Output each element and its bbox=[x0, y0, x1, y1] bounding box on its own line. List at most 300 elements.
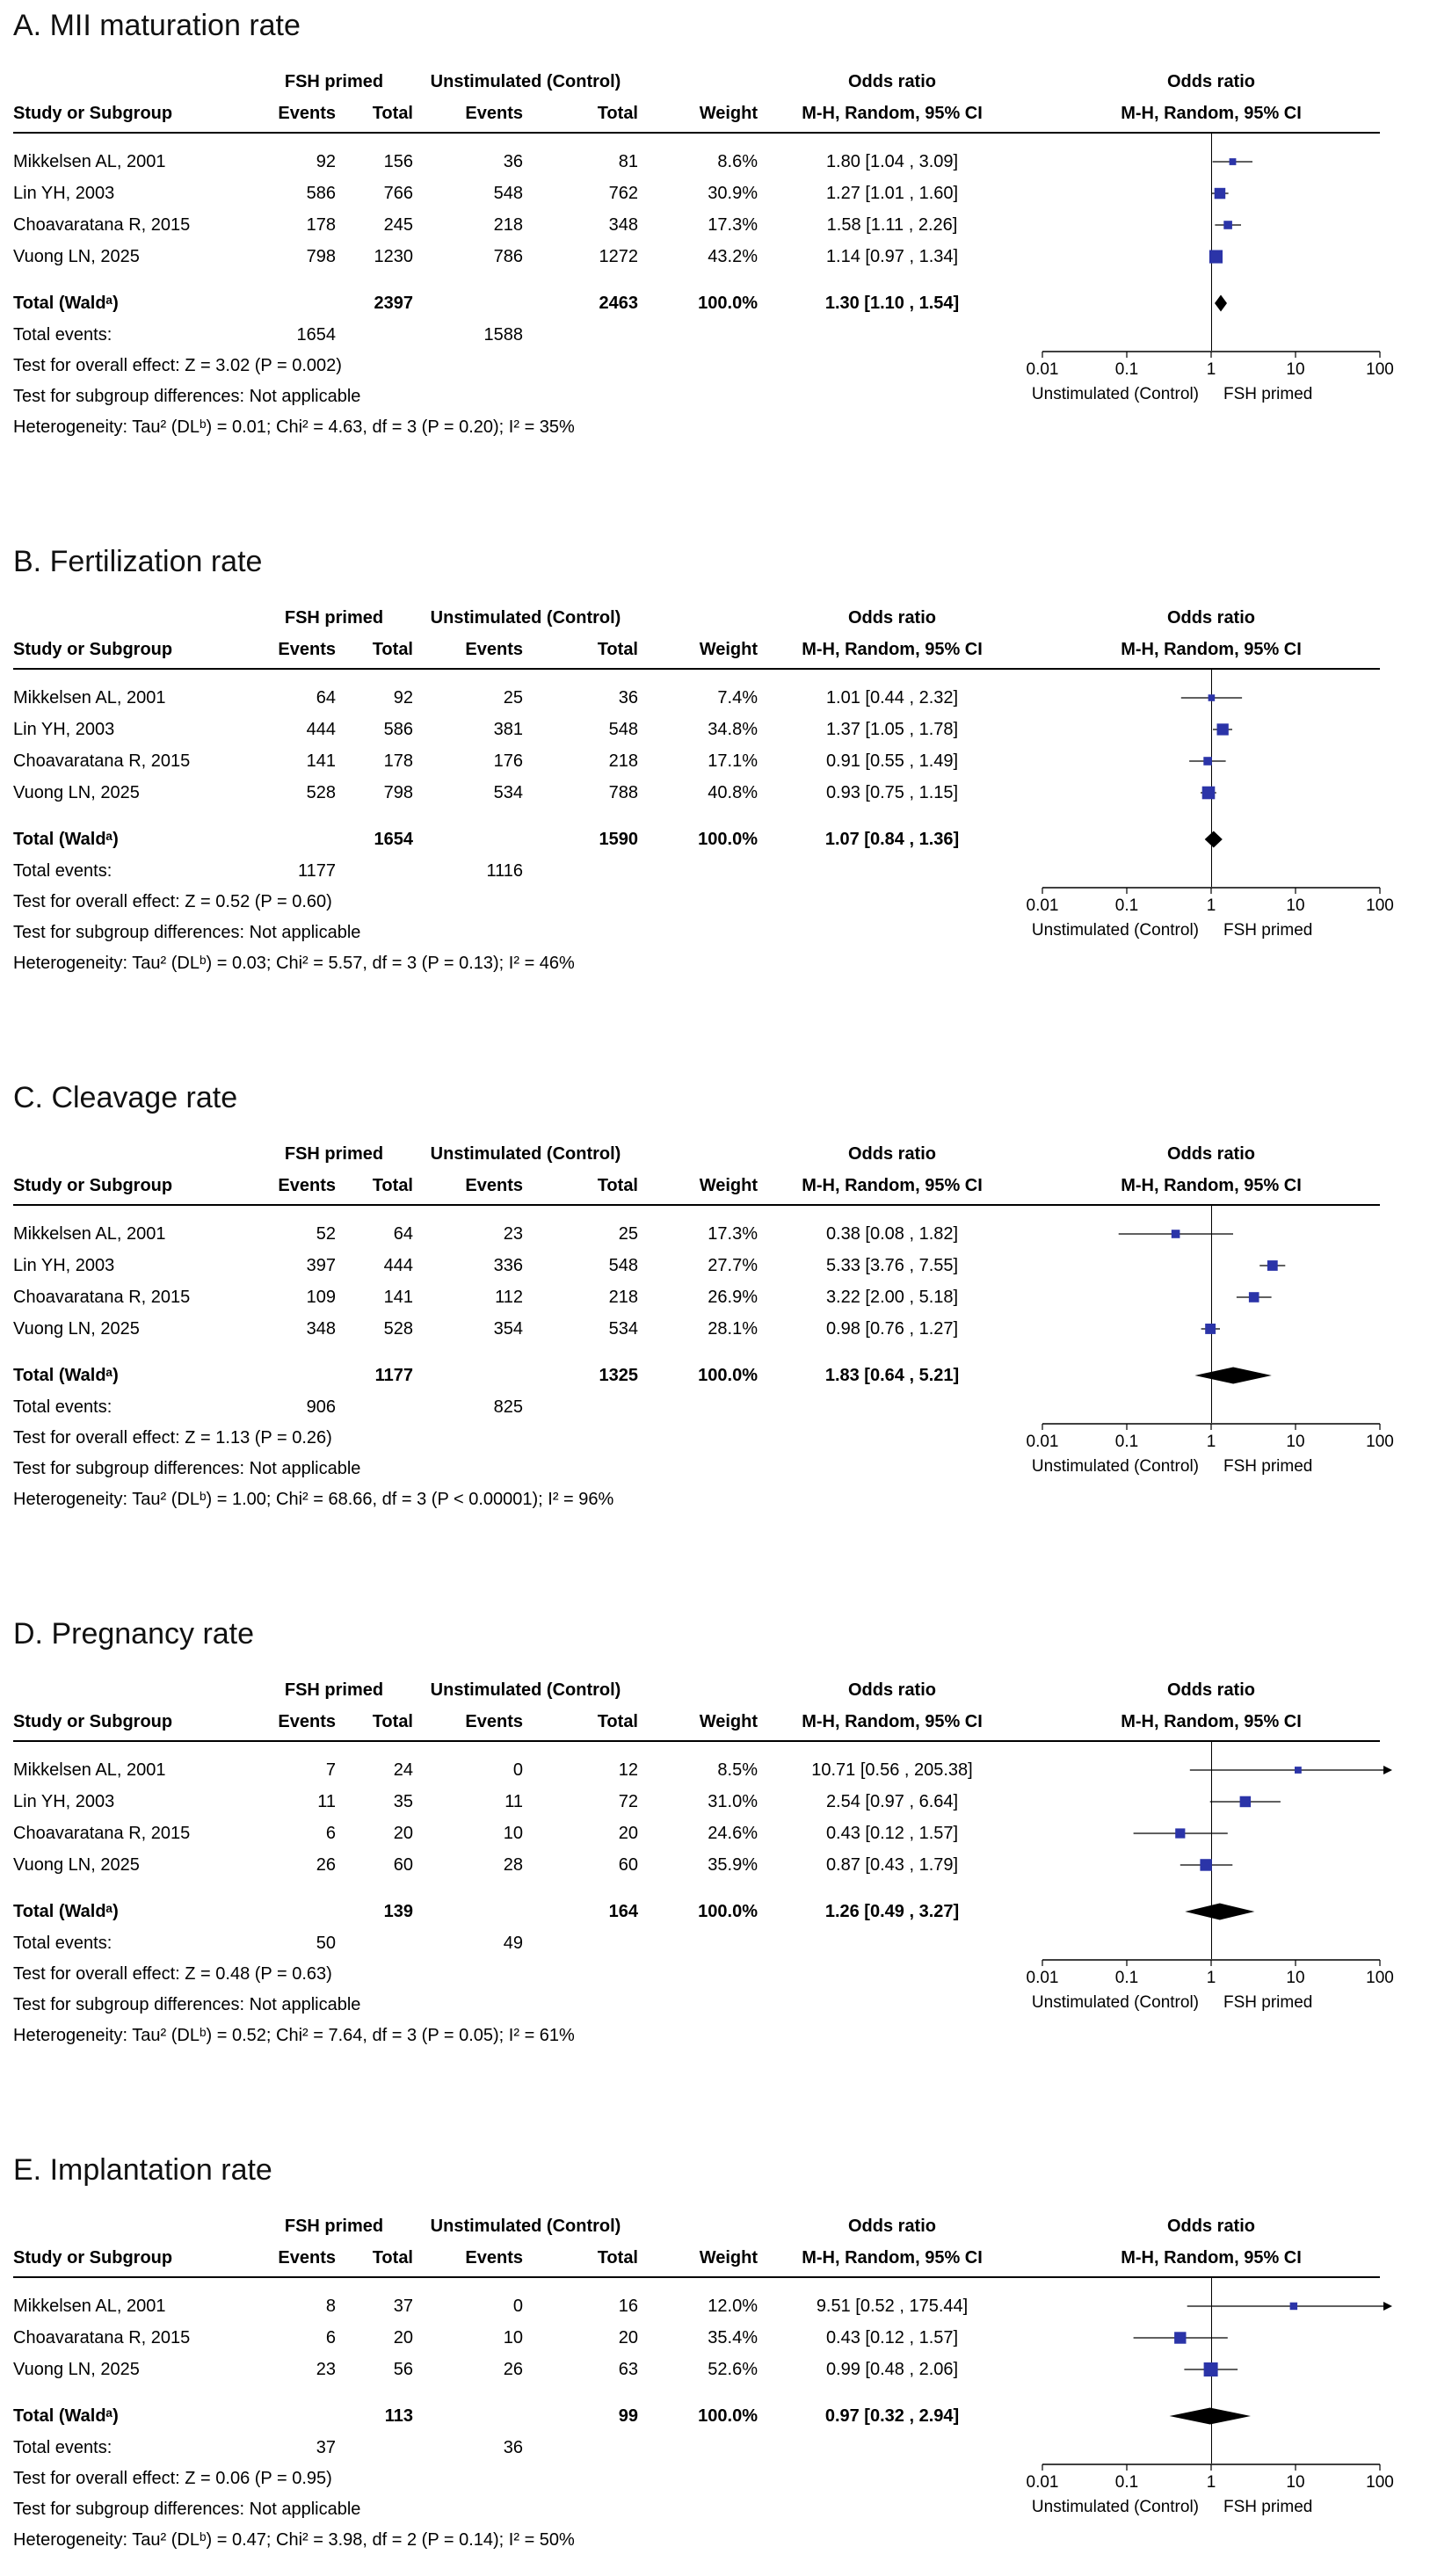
events1-value: 64 bbox=[316, 688, 336, 707]
total1-value: 766 bbox=[383, 184, 413, 203]
total-events-row bbox=[13, 1392, 1380, 1423]
weight-value: 17.1% bbox=[708, 751, 758, 771]
empty-cell bbox=[336, 2433, 413, 2464]
odds-ratio-square-marker bbox=[1240, 1796, 1252, 1808]
total-weight: 100.0% bbox=[698, 1902, 758, 1921]
study-row bbox=[13, 241, 1380, 272]
ci-arrow-right-icon bbox=[1383, 2302, 1392, 2311]
empty-cell bbox=[638, 856, 758, 887]
empty-cell bbox=[13, 1206, 1027, 1218]
total1-value: 245 bbox=[383, 215, 413, 235]
odds-ratio-ci-text: 1.01 [0.44 , 2.32] bbox=[825, 688, 959, 707]
empty-cell bbox=[13, 670, 1027, 682]
forest-plot-cell bbox=[1027, 287, 1380, 320]
pooled-effect-diamond bbox=[1194, 1368, 1271, 1384]
study-name: Mikkelsen AL, 2001 bbox=[13, 2297, 166, 2316]
study-column-header: Study or Subgroup bbox=[13, 640, 173, 659]
x-axis-tick-label: 100 bbox=[1366, 1433, 1394, 1451]
odds-ratio-column-header: Odds ratio bbox=[847, 2217, 936, 2236]
forest-plot-cell bbox=[1027, 1281, 1380, 1313]
favours-treatment-label: FSH primed bbox=[1223, 1993, 1313, 2012]
weight-value: 52.6% bbox=[708, 2360, 758, 2379]
total2-sum: 2463 bbox=[599, 294, 638, 313]
odds-ratio-square-marker bbox=[1205, 1324, 1216, 1334]
events1-value: 798 bbox=[306, 247, 336, 266]
forest-plot-cell bbox=[1027, 1392, 1380, 1423]
events1-value: 528 bbox=[306, 783, 336, 802]
subgroup-differences-text: Test for subgroup differences: Not applicable bbox=[13, 1995, 361, 2014]
forest-plot-cell bbox=[1026, 351, 1394, 381]
total2-value: 548 bbox=[608, 720, 638, 739]
events2-value: 10 bbox=[503, 1824, 523, 1843]
total1-value: 35 bbox=[393, 1792, 413, 1811]
axis-group-labels bbox=[1027, 1454, 1380, 1484]
favours-control-label: Unstimulated (Control) bbox=[1031, 1457, 1199, 1476]
forest-plot-graphic bbox=[1026, 2464, 1394, 2494]
total-events-label: Total events: bbox=[13, 861, 113, 881]
study-name: Vuong LN, 2025 bbox=[13, 247, 140, 266]
heterogeneity-text: Heterogeneity: Tau² (DLᵇ) = 0.01; Chi² = 4.63, df = 3 (P = 0.20); I² = 35% bbox=[13, 417, 575, 437]
forest-plot-graphic bbox=[1042, 777, 1380, 809]
weight-value: 30.9% bbox=[708, 184, 758, 203]
total1-value: 37 bbox=[393, 2297, 413, 2316]
spacer-row bbox=[13, 1345, 1380, 1359]
weight-header: Weight bbox=[699, 1176, 758, 1195]
total1-sum: 139 bbox=[383, 1902, 413, 1921]
forest-panel-b bbox=[13, 545, 1430, 979]
forest-plot-cell bbox=[1027, 777, 1380, 809]
weight-value: 31.0% bbox=[708, 1792, 758, 1811]
panel-title: B. Fertilization rate bbox=[13, 545, 263, 578]
events1-value: 7 bbox=[325, 1760, 336, 1780]
weight-value: 35.9% bbox=[708, 1855, 758, 1875]
control-group-header: Unstimulated (Control) bbox=[430, 2217, 621, 2236]
study-row bbox=[13, 1250, 1380, 1281]
x-axis-tick-label: 0.01 bbox=[1026, 1969, 1059, 1987]
odds-ratio-column-header: Odds ratio bbox=[847, 1680, 936, 1700]
treatment-group-header: FSH primed bbox=[284, 72, 384, 91]
events2-value: 534 bbox=[493, 783, 523, 802]
weight-value: 34.8% bbox=[708, 720, 758, 739]
forest-plot-graphic bbox=[1042, 714, 1380, 745]
study-name: Vuong LN, 2025 bbox=[13, 1855, 140, 1875]
control-group-header: Unstimulated (Control) bbox=[430, 1680, 621, 1700]
total2-value: 72 bbox=[618, 1792, 638, 1811]
treatment-group-header: FSH primed bbox=[284, 608, 384, 628]
heterogeneity-row bbox=[13, 948, 1380, 979]
forest-plot-cell bbox=[1027, 1928, 1380, 1959]
events2-value: 11 bbox=[504, 1792, 523, 1811]
total2-value: 20 bbox=[618, 2328, 638, 2347]
null-effect-line bbox=[1211, 320, 1212, 351]
weight-value: 17.3% bbox=[708, 215, 758, 235]
favours-control-label: Unstimulated (Control) bbox=[1031, 1993, 1199, 2012]
axis-group-labels bbox=[1027, 381, 1380, 412]
empty-cell bbox=[638, 1928, 758, 1959]
study-row bbox=[13, 1313, 1380, 1345]
empty-cell bbox=[413, 2399, 523, 2433]
empty-cell bbox=[638, 2433, 758, 2464]
group-header-row bbox=[13, 1138, 1380, 1170]
null-effect-line bbox=[1211, 670, 1212, 682]
study-row bbox=[13, 777, 1380, 809]
total-odds-ratio-ci-text: 1.26 [0.49 , 3.27] bbox=[824, 1902, 960, 1921]
total2-header: Total bbox=[597, 2248, 638, 2268]
forest-plot-graphic bbox=[1042, 1849, 1380, 1881]
forest-plot-cell bbox=[1027, 1218, 1380, 1250]
spacer-row bbox=[13, 2278, 1380, 2290]
odds-ratio-ci-text: 0.87 [0.43 , 1.79] bbox=[825, 1855, 959, 1875]
forest-panel-a bbox=[13, 9, 1430, 443]
empty-cell bbox=[13, 1881, 1027, 1895]
events1-value: 11 bbox=[317, 1792, 336, 1811]
total2-value: 81 bbox=[618, 152, 638, 171]
odds-ratio-ci-text: 1.58 [1.11 , 2.26] bbox=[826, 215, 958, 235]
ci-arrow-right-icon bbox=[1383, 1766, 1392, 1774]
empty-cell bbox=[255, 1359, 336, 1392]
forest-plot-cell bbox=[1027, 2322, 1380, 2354]
forest-plot-cell bbox=[1027, 2399, 1380, 2433]
total2-value: 63 bbox=[618, 2360, 638, 2379]
forest-panel-c bbox=[13, 1081, 1430, 1515]
total2-value: 762 bbox=[608, 184, 638, 203]
events2-value: 548 bbox=[493, 184, 523, 203]
method-header: M-H, Random, 95% CI bbox=[802, 1712, 983, 1731]
favours-control-label: Unstimulated (Control) bbox=[1031, 921, 1199, 940]
heterogeneity-row bbox=[13, 1484, 1380, 1515]
total-row bbox=[13, 1895, 1380, 1928]
study-name: Mikkelsen AL, 2001 bbox=[13, 688, 166, 707]
forest-plot-graphic bbox=[1026, 887, 1394, 918]
empty-cell bbox=[336, 1928, 413, 1959]
forest-plot-cell bbox=[1027, 2433, 1380, 2464]
column-header-row bbox=[13, 634, 1380, 665]
odds-ratio-square-marker bbox=[1203, 757, 1212, 766]
total-events1-value: 50 bbox=[316, 1934, 336, 1953]
total1-sum: 2397 bbox=[374, 294, 413, 313]
x-axis-tick-label: 0.1 bbox=[1114, 1969, 1139, 1987]
study-name: Choavaratana R, 2015 bbox=[13, 2328, 191, 2347]
group-header-row bbox=[13, 1674, 1380, 1706]
total-label: Total (Waldᵃ) bbox=[13, 830, 119, 849]
spacer-row bbox=[13, 809, 1380, 823]
forest-plot-cell bbox=[1027, 1206, 1380, 1218]
odds-ratio-ci-text: 1.37 [1.05 , 1.78] bbox=[825, 720, 959, 739]
empty-cell bbox=[758, 2433, 1027, 2464]
total-weight: 100.0% bbox=[698, 2406, 758, 2426]
forest-table bbox=[13, 66, 1394, 443]
empty-cell bbox=[13, 2210, 255, 2242]
plot-method-header: M-H, Random, 95% CI bbox=[1121, 104, 1302, 123]
odds-ratio-square-marker bbox=[1200, 1859, 1212, 1871]
pooled-effect-diamond bbox=[1170, 2408, 1252, 2425]
control-group-header: Unstimulated (Control) bbox=[430, 72, 621, 91]
events1-value: 109 bbox=[306, 1288, 336, 1307]
null-effect-line bbox=[1211, 2433, 1212, 2464]
total1-value: 1230 bbox=[374, 247, 413, 266]
axis-group-labels bbox=[1027, 1990, 1380, 2021]
total-odds-ratio-ci-text: 1.83 [0.64 , 5.21] bbox=[824, 1366, 960, 1385]
group-header-row bbox=[13, 602, 1380, 634]
odds-ratio-ci-text: 1.14 [0.97 , 1.34] bbox=[825, 247, 959, 266]
forest-plot-cell bbox=[1027, 682, 1380, 714]
treatment-group-header: FSH primed bbox=[284, 1680, 384, 1700]
x-axis-tick-label: 1 bbox=[1206, 1433, 1216, 1451]
study-row bbox=[13, 2322, 1380, 2354]
null-effect-line bbox=[1211, 272, 1212, 287]
forest-plot-cell bbox=[1027, 1250, 1380, 1281]
x-axis-tick-label: 10 bbox=[1286, 1969, 1305, 1987]
total-events-row bbox=[13, 856, 1380, 887]
odds-ratio-square-marker bbox=[1215, 188, 1226, 200]
total2-value: 788 bbox=[608, 783, 638, 802]
empty-cell bbox=[413, 1895, 523, 1928]
subgroup-differences-text: Test for subgroup differences: Not applicable bbox=[13, 2500, 361, 2519]
study-row bbox=[13, 1281, 1380, 1313]
x-axis-tick-label: 0.1 bbox=[1114, 360, 1139, 379]
total-events-label: Total events: bbox=[13, 1397, 113, 1417]
total2-sum: 164 bbox=[608, 1902, 638, 1921]
weight-value: 43.2% bbox=[708, 247, 758, 266]
subgroup-differences-text: Test for subgroup differences: Not applicable bbox=[13, 1459, 361, 1478]
column-header-row bbox=[13, 1170, 1380, 1201]
forest-plot-cell bbox=[1027, 1895, 1380, 1928]
forest-plot-graphic bbox=[1026, 351, 1394, 381]
subgroup-row bbox=[13, 381, 1380, 412]
plot-method-header: M-H, Random, 95% CI bbox=[1121, 1712, 1302, 1731]
total-label: Total (Waldᵃ) bbox=[13, 1366, 119, 1385]
forest-panel-d bbox=[13, 1617, 1430, 2051]
spacer-row bbox=[13, 2385, 1380, 2399]
x-axis-tick-label: 10 bbox=[1286, 2473, 1305, 2492]
total-row bbox=[13, 823, 1380, 856]
null-effect-line bbox=[1211, 1206, 1212, 1218]
spacer-row bbox=[13, 1881, 1380, 1895]
treatment-group-header: FSH primed bbox=[284, 2217, 384, 2236]
x-axis-tick-label: 10 bbox=[1286, 896, 1305, 915]
weight-value: 24.6% bbox=[708, 1824, 758, 1843]
empty-cell bbox=[523, 1392, 638, 1423]
weight-value: 8.6% bbox=[717, 152, 758, 171]
forest-plot-cell bbox=[1027, 809, 1380, 823]
forest-plot-graphic bbox=[1042, 2399, 1380, 2433]
study-row bbox=[13, 209, 1380, 241]
total1-value: 20 bbox=[393, 2328, 413, 2347]
weight-value: 17.3% bbox=[708, 1224, 758, 1244]
total2-value: 20 bbox=[618, 1824, 638, 1843]
empty-cell bbox=[638, 1392, 758, 1423]
total2-header: Total bbox=[597, 104, 638, 123]
odds-ratio-square-marker bbox=[1223, 221, 1232, 229]
odds-ratio-square-marker bbox=[1204, 2362, 1218, 2376]
total-row bbox=[13, 1359, 1380, 1392]
total-events-row bbox=[13, 2433, 1380, 2464]
x-axis-tick-label: 1 bbox=[1206, 2473, 1216, 2492]
total-events-row bbox=[13, 1928, 1380, 1959]
forest-plot-cell bbox=[1027, 2354, 1380, 2385]
weight-value: 8.5% bbox=[717, 1760, 758, 1780]
null-effect-line bbox=[1211, 1742, 1212, 1754]
group-header-row bbox=[13, 2210, 1380, 2242]
forest-plot-cell bbox=[1027, 1742, 1380, 1754]
column-header-row bbox=[13, 2242, 1380, 2274]
heterogeneity-text: Heterogeneity: Tau² (DLᵇ) = 0.52; Chi² = 7.64, df = 3 (P = 0.05); I² = 61% bbox=[13, 2026, 575, 2045]
empty-cell bbox=[336, 320, 413, 351]
total1-value: 141 bbox=[383, 1288, 413, 1307]
total1-value: 64 bbox=[393, 1224, 413, 1244]
forest-panel-e bbox=[13, 2153, 1430, 2556]
total1-value: 56 bbox=[393, 2360, 413, 2379]
weight-value: 40.8% bbox=[708, 783, 758, 802]
spacer-row bbox=[13, 670, 1380, 682]
forest-plot-graphic bbox=[1042, 682, 1380, 714]
study-row bbox=[13, 745, 1380, 777]
total2-header: Total bbox=[597, 1712, 638, 1731]
total1-header: Total bbox=[372, 1176, 413, 1195]
study-row bbox=[13, 2354, 1380, 2385]
study-column-header: Study or Subgroup bbox=[13, 2248, 173, 2268]
study-row bbox=[13, 1849, 1380, 1881]
odds-ratio-ci-text: 5.33 [3.76 , 7.55] bbox=[825, 1256, 959, 1275]
study-column-header: Study or Subgroup bbox=[13, 104, 173, 123]
null-effect-line bbox=[1211, 2385, 1212, 2399]
empty-cell bbox=[336, 856, 413, 887]
forest-plot-cell bbox=[1027, 1849, 1380, 1881]
events1-value: 141 bbox=[306, 751, 336, 771]
events1-value: 92 bbox=[316, 152, 336, 171]
forest-table bbox=[13, 2210, 1394, 2556]
events2-header: Events bbox=[465, 2248, 523, 2268]
total-events1-value: 37 bbox=[316, 2438, 336, 2457]
forest-plot-cell bbox=[1027, 856, 1380, 887]
study-row bbox=[13, 714, 1380, 745]
forest-plot-cell bbox=[1027, 134, 1380, 146]
forest-plot-cell bbox=[1027, 1345, 1380, 1359]
overall-effect-row bbox=[13, 1423, 1394, 1454]
total1-header: Total bbox=[372, 104, 413, 123]
study-name: Choavaratana R, 2015 bbox=[13, 1288, 191, 1307]
events1-value: 8 bbox=[325, 2297, 336, 2316]
total-events2-value: 825 bbox=[493, 1397, 523, 1417]
odds-ratio-square-marker bbox=[1172, 1230, 1180, 1238]
total-label: Total (Waldᵃ) bbox=[13, 1902, 119, 1921]
forest-plot-graphic bbox=[1042, 178, 1380, 209]
total2-value: 36 bbox=[618, 688, 638, 707]
odds-ratio-ci-text: 2.54 [0.97 , 6.64] bbox=[825, 1792, 959, 1811]
null-effect-line bbox=[1211, 1928, 1212, 1959]
overall-effect-text: Test for overall effect: Z = 0.06 (P = 0.95) bbox=[13, 2469, 332, 2488]
empty-cell bbox=[413, 287, 523, 320]
spacer-row bbox=[13, 1206, 1380, 1218]
null-effect-line bbox=[1211, 856, 1212, 887]
forest-plot-cell bbox=[1027, 2290, 1380, 2322]
empty-cell bbox=[13, 1138, 255, 1170]
odds-ratio-ci-text: 0.43 [0.12 , 1.57] bbox=[825, 1824, 959, 1843]
empty-cell bbox=[523, 2433, 638, 2464]
forest-plot-graphic bbox=[1042, 146, 1380, 178]
treatment-group-header: FSH primed bbox=[284, 1144, 384, 1164]
x-axis-tick-label: 0.1 bbox=[1114, 896, 1139, 915]
study-name: Lin YH, 2003 bbox=[13, 1792, 115, 1811]
total2-value: 60 bbox=[618, 1855, 638, 1875]
events1-value: 26 bbox=[316, 1855, 336, 1875]
total-label: Total (Waldᵃ) bbox=[13, 2406, 119, 2426]
forest-plot-graphic bbox=[1026, 1423, 1394, 1454]
x-axis-tick-label: 0.01 bbox=[1026, 360, 1059, 379]
null-effect-line bbox=[1211, 1345, 1212, 1359]
odds-ratio-square-marker bbox=[1267, 1260, 1278, 1271]
odds-ratio-ci-text: 0.99 [0.48 , 2.06] bbox=[825, 2360, 959, 2379]
forest-plot-graphic bbox=[1042, 823, 1380, 856]
odds-ratio-ci-text: 0.91 [0.55 , 1.49] bbox=[825, 751, 959, 771]
forest-plot-cell bbox=[1027, 1818, 1380, 1849]
total1-value: 586 bbox=[383, 720, 413, 739]
odds-ratio-square-marker bbox=[1174, 2332, 1186, 2343]
subgroup-differences-text: Test for subgroup differences: Not applicable bbox=[13, 387, 361, 406]
odds-ratio-ci-text: 9.51 [0.52 , 175.44] bbox=[816, 2297, 969, 2316]
empty-cell bbox=[758, 1928, 1027, 1959]
x-axis-tick-label: 0.1 bbox=[1114, 1433, 1139, 1451]
odds-ratio-square-marker bbox=[1295, 1767, 1302, 1774]
events1-value: 348 bbox=[306, 1319, 336, 1339]
forest-plot-cell bbox=[1027, 714, 1380, 745]
panel-title: C. Cleavage rate bbox=[13, 1081, 238, 1114]
odds-ratio-square-marker bbox=[1230, 158, 1237, 165]
odds-ratio-square-marker bbox=[1249, 1292, 1259, 1303]
weight-header: Weight bbox=[699, 2248, 758, 2268]
study-name: Vuong LN, 2025 bbox=[13, 783, 140, 802]
forest-plot-graphic bbox=[1042, 1281, 1380, 1313]
weight-value: 28.1% bbox=[708, 1319, 758, 1339]
x-axis-tick-label: 100 bbox=[1366, 1969, 1394, 1987]
forest-plot-cell bbox=[1026, 1423, 1394, 1454]
forest-plot-cell bbox=[1026, 1959, 1394, 1990]
overall-effect-row bbox=[13, 2464, 1394, 2494]
events1-value: 397 bbox=[306, 1256, 336, 1275]
weight-value: 26.9% bbox=[708, 1288, 758, 1307]
favours-treatment-label: FSH primed bbox=[1223, 385, 1313, 403]
odds-ratio-ci-text: 1.27 [1.01 , 1.60] bbox=[825, 184, 959, 203]
study-name: Mikkelsen AL, 2001 bbox=[13, 152, 166, 171]
total2-value: 12 bbox=[618, 1760, 638, 1780]
forest-plot-graphic bbox=[1042, 1818, 1380, 1849]
overall-effect-text: Test for overall effect: Z = 3.02 (P = 0.002) bbox=[13, 356, 342, 375]
total1-value: 528 bbox=[383, 1319, 413, 1339]
odds-ratio-ci-text: 0.38 [0.08 , 1.82] bbox=[825, 1224, 959, 1244]
total1-header: Total bbox=[372, 2248, 413, 2268]
forest-table bbox=[13, 1674, 1394, 2051]
forest-plot-graphic bbox=[1042, 2290, 1380, 2322]
method-header: M-H, Random, 95% CI bbox=[802, 1176, 983, 1195]
subgroup-row bbox=[13, 1990, 1380, 2021]
total-events2-value: 1588 bbox=[483, 325, 523, 345]
events2-header: Events bbox=[465, 1176, 523, 1195]
empty-cell bbox=[336, 1392, 413, 1423]
total1-value: 24 bbox=[393, 1760, 413, 1780]
forest-plot-graphic bbox=[1042, 1250, 1380, 1281]
odds-ratio-ci-text: 0.93 [0.75 , 1.15] bbox=[825, 783, 959, 802]
forest-table bbox=[13, 1138, 1394, 1515]
forest-plot-graphic bbox=[1042, 1218, 1380, 1250]
odds-ratio-square-marker bbox=[1175, 1828, 1185, 1838]
empty-cell bbox=[413, 1359, 523, 1392]
events1-value: 444 bbox=[306, 720, 336, 739]
study-row bbox=[13, 682, 1380, 714]
forest-plot-cell bbox=[1027, 823, 1380, 856]
forest-plot-graphic bbox=[1042, 2354, 1380, 2385]
events1-value: 586 bbox=[306, 184, 336, 203]
total-odds-ratio-ci-text: 0.97 [0.32 , 2.94] bbox=[824, 2406, 960, 2426]
